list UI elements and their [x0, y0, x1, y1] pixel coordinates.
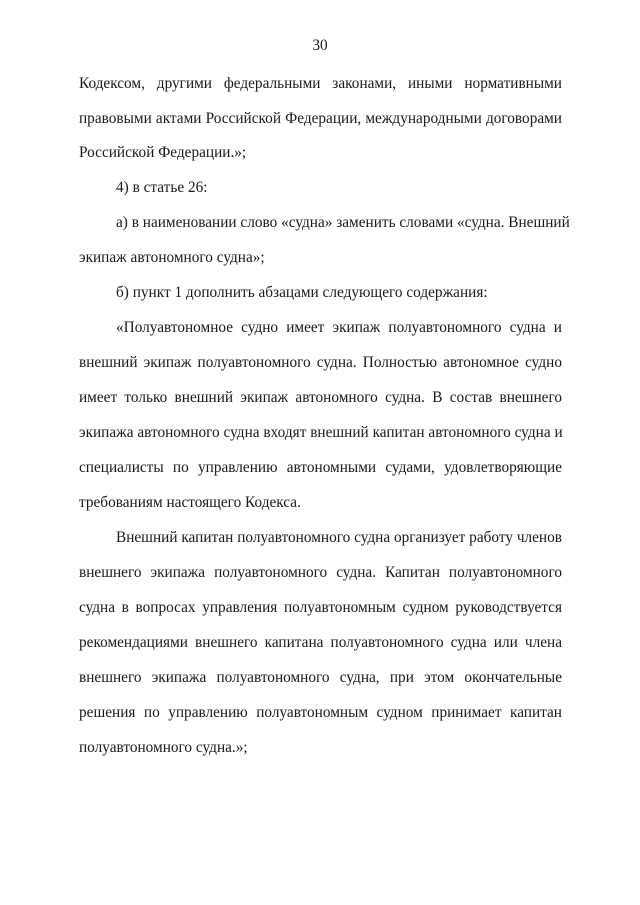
text-line: экипаж автономного судна»; — [79, 249, 265, 266]
text-line: Кодексом, другими федеральными законами, иными нормативными — [79, 75, 562, 92]
text-line: имеет только внешний экипаж автономного судна. В состав внешнего — [79, 389, 562, 406]
page-number: 30 — [312, 37, 328, 54]
text-line: специалисты по управлению автономными судами, удовлетворяющие — [79, 459, 562, 476]
text-line: судна в вопросах управления полуавтономным судном руководствуется — [79, 599, 562, 616]
text-line: правовыми актами Российской Федерации, международными договорами — [79, 110, 562, 127]
text-line: а) в наименовании слово «судна» заменить словами «судна. Внешний — [116, 214, 570, 231]
text-line: внешнего экипажа полуавтономного судна. Капитан полуавтономного — [79, 564, 562, 581]
text-line: Внешний капитан полуавтономного судна организует работу членов — [116, 529, 562, 546]
text-line: Российской Федерации.»; — [79, 144, 247, 161]
text-line: «Полуавтономное судно имеет экипаж полуавтономного судна и — [116, 319, 562, 336]
text-line: полуавтономного судна.»; — [79, 739, 248, 756]
text-line: решения по управлению полуавтономным судном принимает капитан — [79, 704, 562, 721]
text-line: требованиям настоящего Кодекса. — [79, 494, 301, 511]
text-line: внешнего экипажа полуавтономного судна, при этом окончательные — [79, 669, 562, 686]
text-line: 4) в статье 26: — [116, 179, 208, 196]
text-line: внешний экипаж полуавтономного судна. Полностью автономное судно — [79, 354, 562, 371]
text-line: рекомендациями внешнего капитана полуавтономного судна или члена — [79, 634, 562, 651]
text-line: б) пункт 1 дополнить абзацами следующего содержания: — [116, 284, 488, 301]
text-line: экипажа автономного судна входят внешний капитан автономного судна и — [79, 424, 563, 441]
